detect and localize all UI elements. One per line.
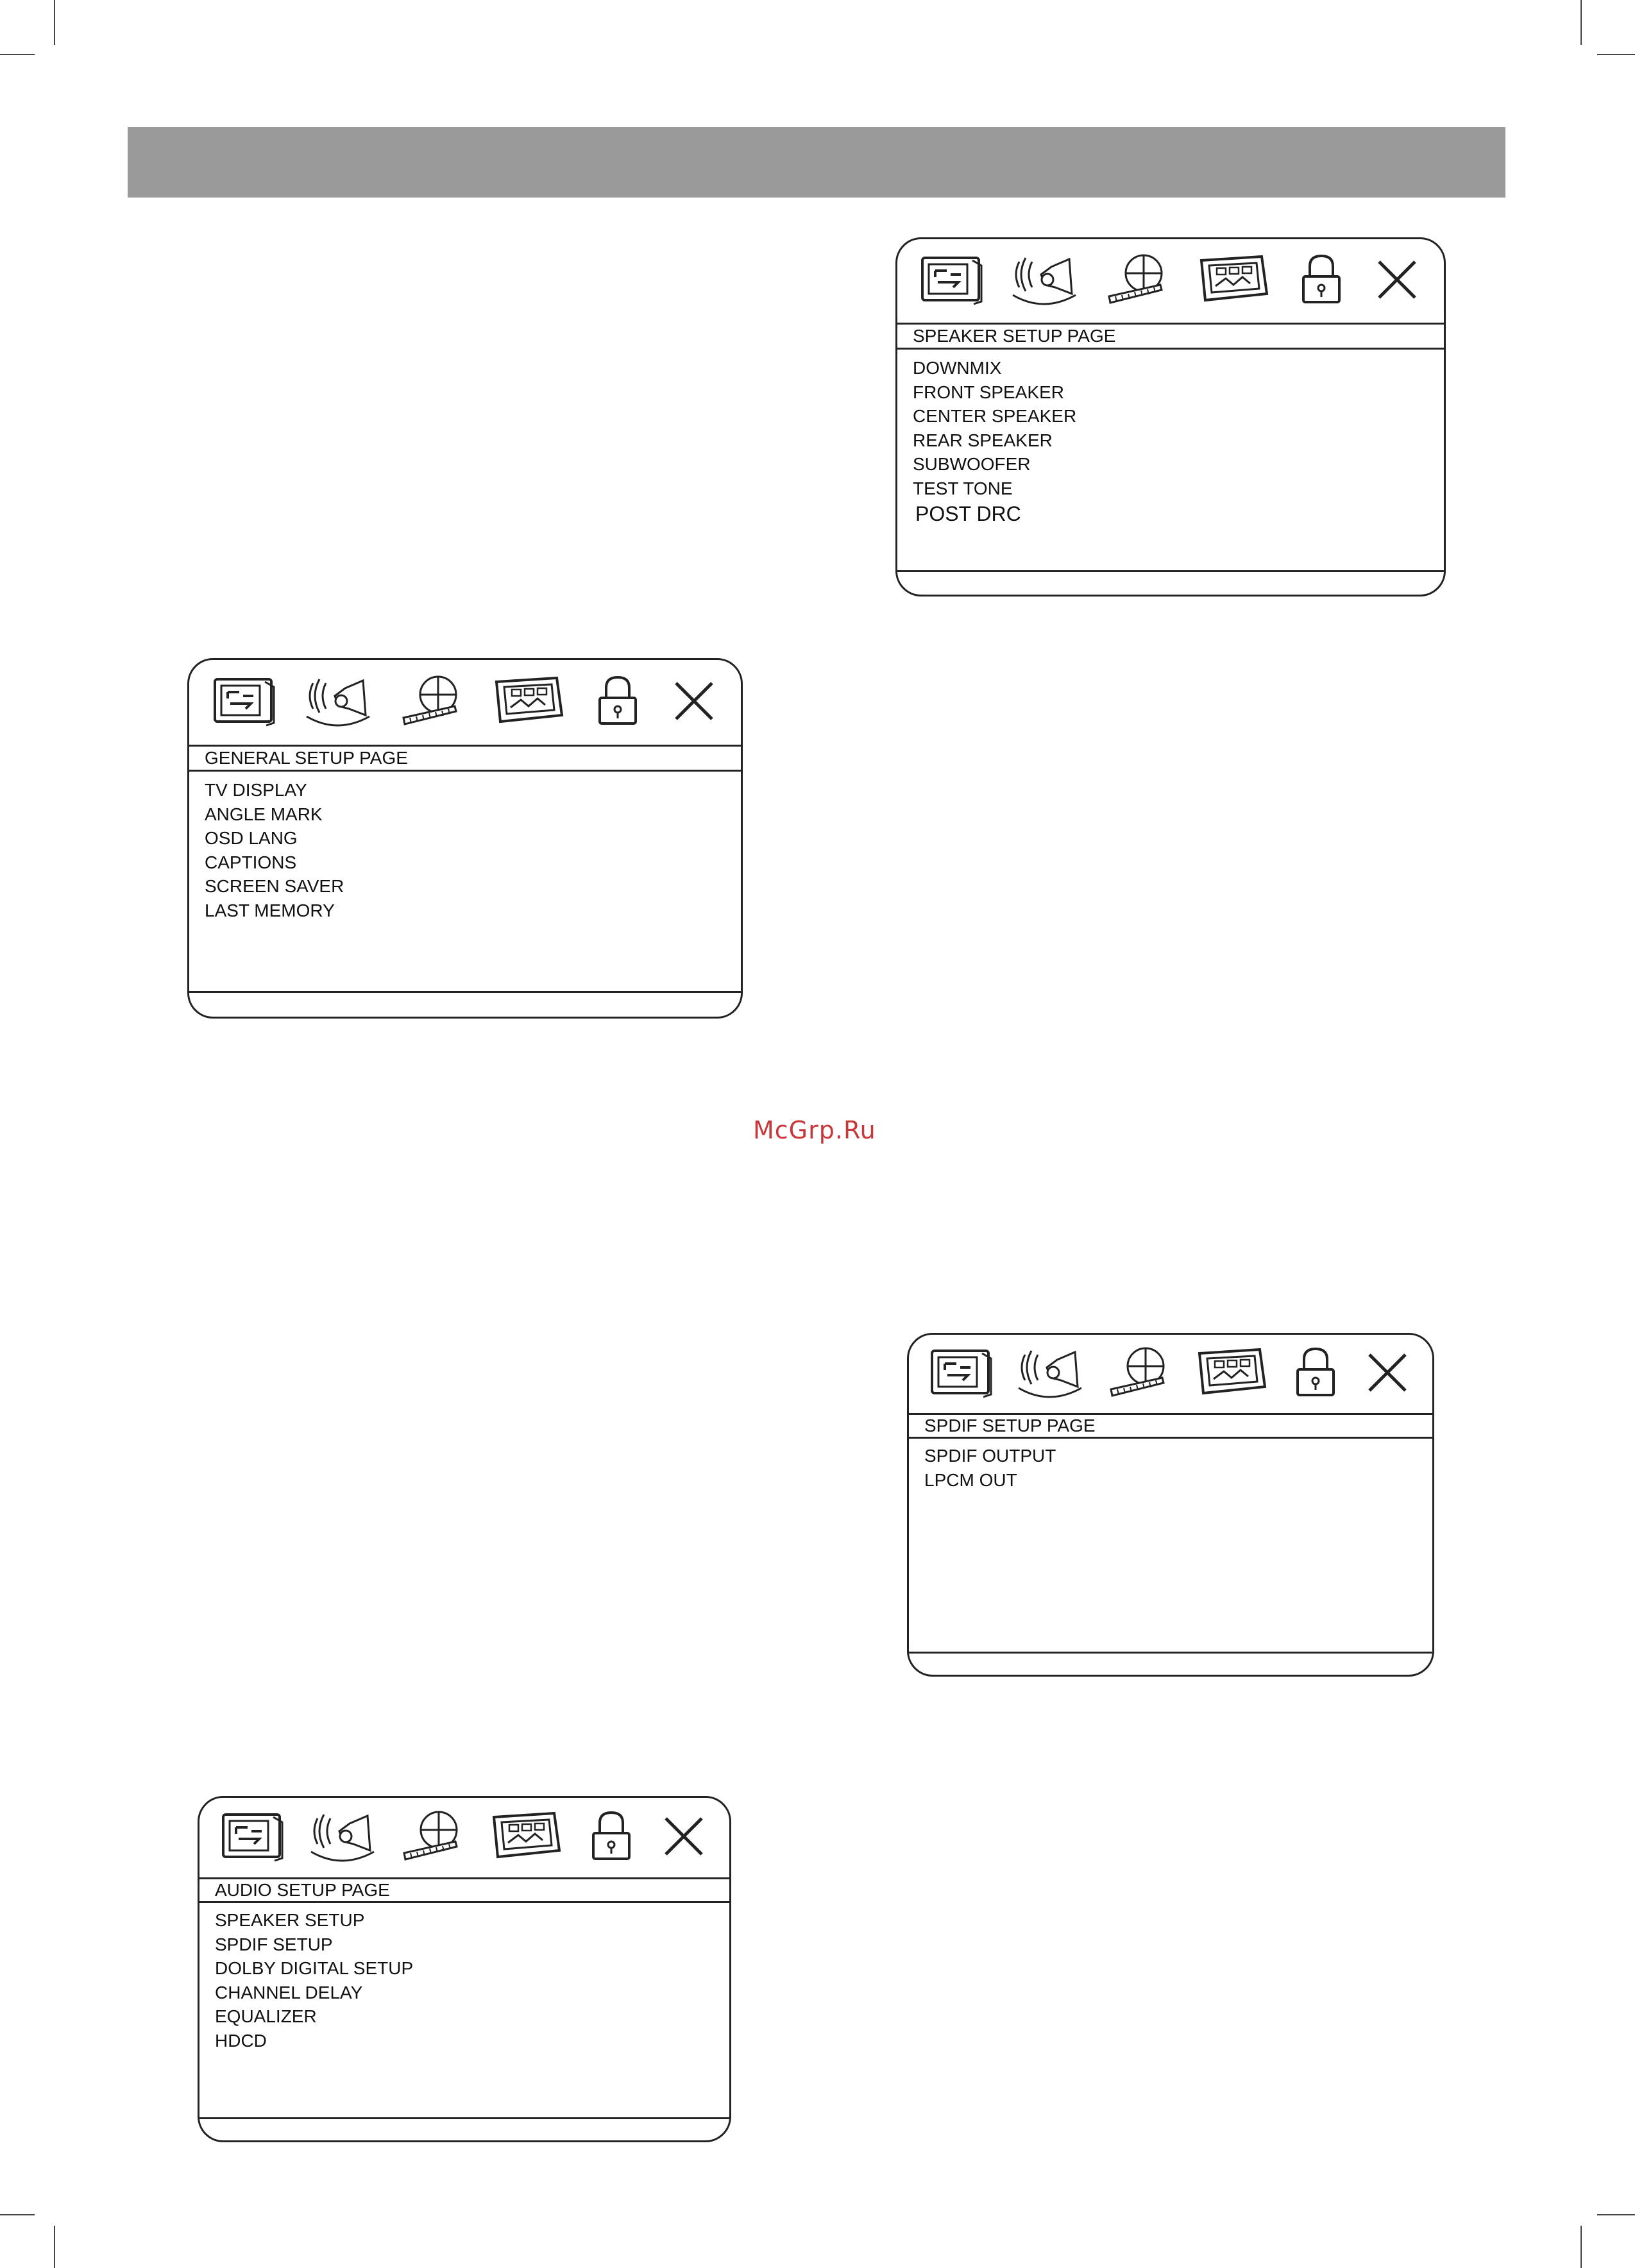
setup-icon-bar — [897, 239, 1444, 323]
menu-item[interactable]: CHANNEL DELAY — [215, 1982, 363, 2002]
setup-icon-bar — [199, 1798, 729, 1877]
video-setup-icon[interactable] — [400, 673, 466, 732]
setup-icon-bar — [909, 1335, 1432, 1413]
osd-page-title: AUDIO SETUP PAGE — [199, 1877, 729, 1903]
general-setup-icon[interactable] — [928, 1344, 995, 1404]
crop-mark — [1597, 54, 1635, 55]
osd-footer-line — [897, 570, 1444, 572]
general-setup-icon[interactable] — [919, 251, 985, 311]
menu-item[interactable]: ANGLE MARK — [205, 804, 323, 824]
osd-menu — [924, 1444, 1417, 1492]
audio-setup-icon[interactable] — [303, 670, 375, 735]
menu-item[interactable]: REAR SPEAKER — [913, 430, 1053, 450]
menu-item[interactable]: LPCM OUT — [924, 1469, 1017, 1490]
crop-mark — [0, 2214, 35, 2215]
crop-mark — [54, 0, 55, 45]
preference-setup-icon[interactable] — [491, 673, 567, 732]
audio-setup-icon[interactable] — [1015, 1342, 1087, 1407]
video-setup-icon[interactable] — [1105, 251, 1172, 311]
exit-close-icon[interactable] — [668, 675, 720, 730]
menu-item[interactable]: DOWNMIX — [913, 358, 1002, 378]
menu-item[interactable]: FRONT SPEAKER — [913, 382, 1064, 402]
menu-item[interactable]: SUBWOOFER — [913, 454, 1031, 474]
general-setup-icon[interactable] — [219, 1808, 286, 1868]
preference-setup-icon[interactable] — [1196, 251, 1272, 311]
menu-item[interactable]: CAPTIONS — [205, 852, 297, 872]
osd-menu — [205, 778, 725, 922]
general-setup-osd — [187, 658, 743, 1019]
osd-page-title: GENERAL SETUP PAGE — [189, 745, 741, 772]
crop-mark — [54, 2226, 55, 2268]
osd-footer-line — [909, 1652, 1432, 1654]
video-setup-icon[interactable] — [1107, 1344, 1174, 1404]
menu-item[interactable]: POST DRC — [915, 502, 1021, 525]
general-setup-icon[interactable] — [211, 673, 278, 732]
password-lock-icon[interactable] — [586, 1807, 637, 1868]
menu-item[interactable]: SCREEN SAVER — [205, 876, 344, 896]
password-lock-icon[interactable] — [1290, 1344, 1341, 1405]
password-lock-icon[interactable] — [592, 672, 643, 733]
audio-setup-icon[interactable] — [307, 1806, 379, 1870]
exit-close-icon[interactable] — [1371, 254, 1423, 309]
menu-item[interactable]: TV DISPLAY — [205, 780, 307, 800]
crop-mark — [1597, 2214, 1635, 2215]
menu-item[interactable]: SPDIF SETUP — [215, 1934, 333, 1954]
osd-menu — [215, 1908, 714, 2052]
menu-item[interactable]: CENTER SPEAKER — [913, 406, 1077, 426]
crop-mark — [1580, 2226, 1582, 2268]
osd-menu — [913, 356, 1428, 527]
exit-close-icon[interactable] — [1362, 1347, 1413, 1401]
menu-item[interactable]: SPDIF OUTPUT — [924, 1446, 1056, 1466]
menu-item[interactable]: HDCD — [215, 2030, 267, 2051]
osd-page-title: SPDIF SETUP PAGE — [909, 1413, 1432, 1439]
menu-item[interactable]: EQUALIZER — [215, 2006, 317, 2026]
page-header-bar — [128, 127, 1505, 198]
menu-item[interactable]: TEST TONE — [913, 478, 1013, 498]
audio-setup-icon[interactable] — [1009, 249, 1081, 314]
spdif-setup-osd — [907, 1333, 1434, 1677]
osd-footer-line — [189, 991, 741, 993]
crop-mark — [0, 54, 35, 55]
crop-mark — [1580, 0, 1582, 45]
audio-setup-osd — [198, 1796, 731, 2142]
menu-item[interactable]: DOLBY DIGITAL SETUP — [215, 1958, 414, 1978]
password-lock-icon[interactable] — [1296, 251, 1347, 312]
menu-item[interactable]: SPEAKER SETUP — [215, 1910, 365, 1930]
watermark: McGrp.Ru — [753, 1116, 876, 1144]
menu-item[interactable]: OSD LANG — [205, 828, 298, 848]
exit-close-icon[interactable] — [658, 1811, 709, 1865]
preference-setup-icon[interactable] — [1194, 1344, 1270, 1404]
setup-icon-bar — [189, 660, 741, 745]
speaker-setup-osd — [895, 237, 1446, 597]
video-setup-icon[interactable] — [400, 1808, 467, 1868]
menu-item[interactable]: LAST MEMORY — [205, 900, 335, 920]
preference-setup-icon[interactable] — [489, 1808, 564, 1868]
osd-page-title: SPEAKER SETUP PAGE — [897, 323, 1444, 350]
osd-footer-line — [199, 2117, 729, 2119]
